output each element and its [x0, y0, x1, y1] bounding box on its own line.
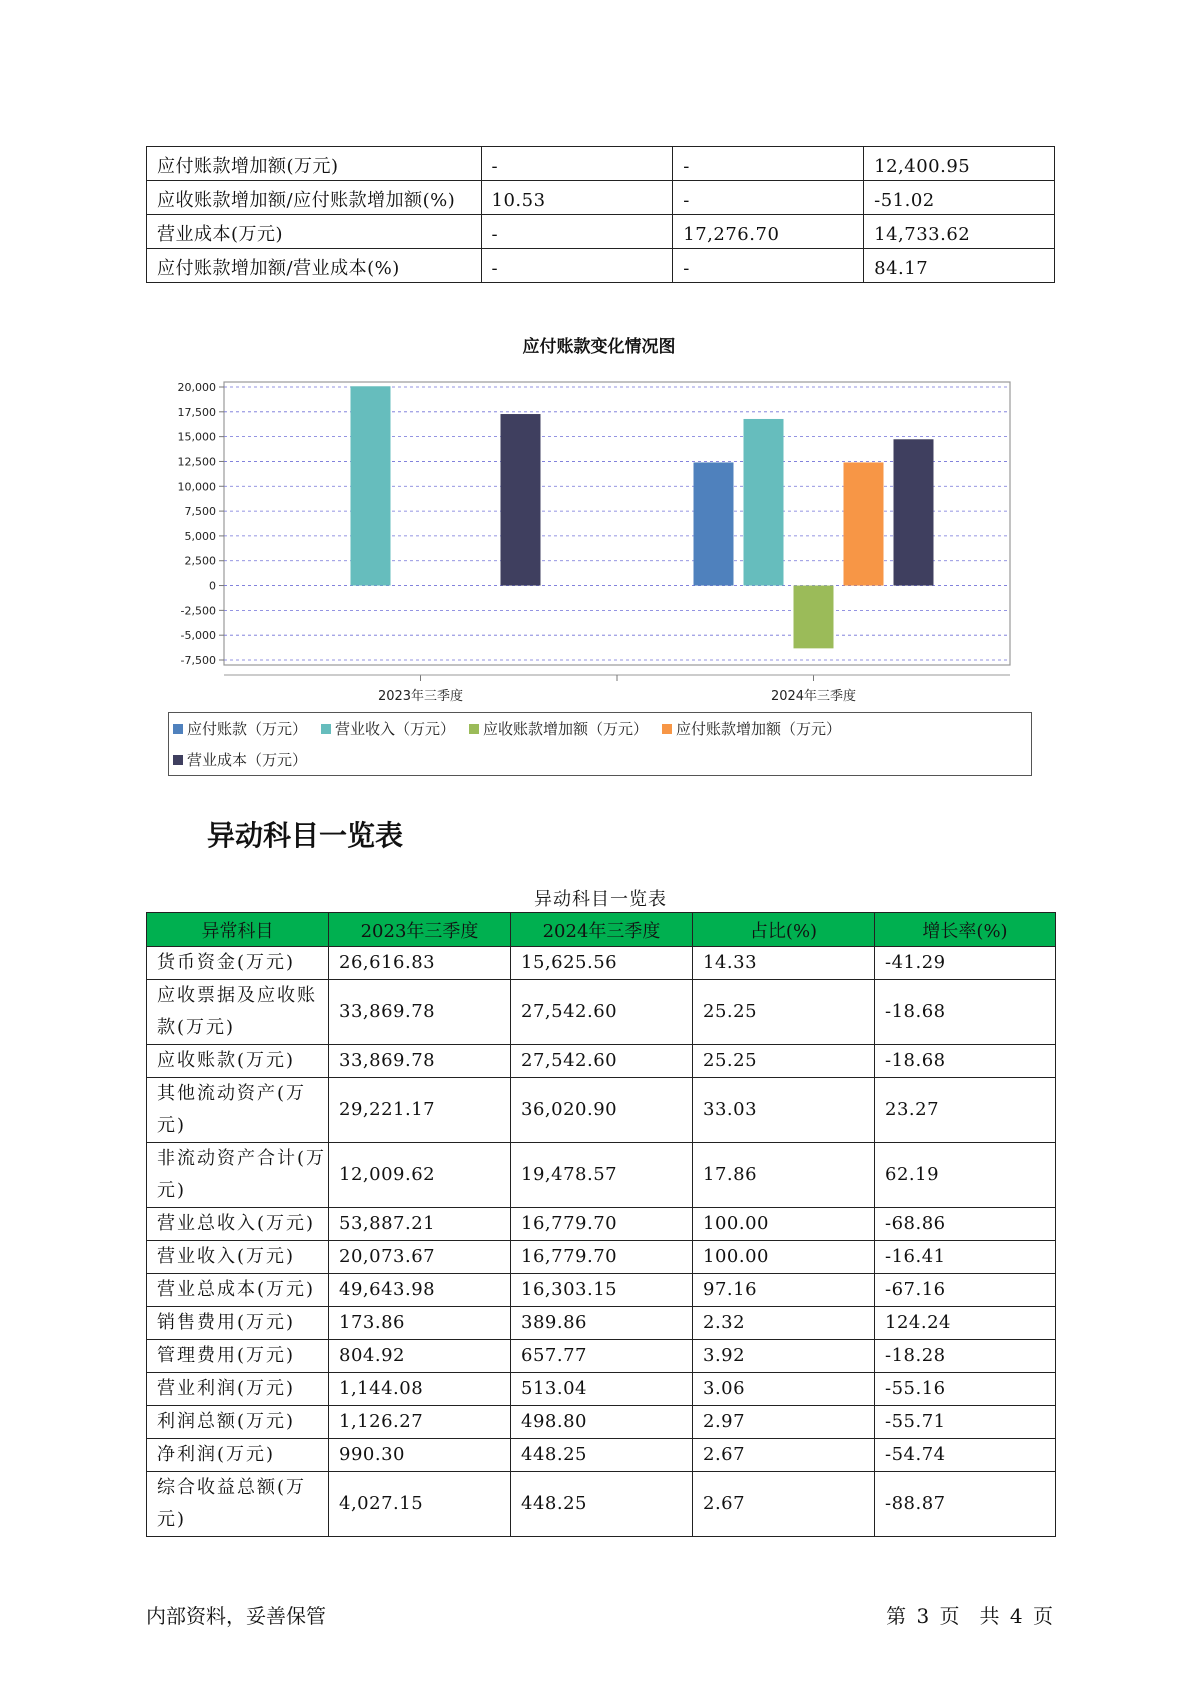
value-2024: 448.25 [511, 1439, 693, 1472]
legend-item [662, 718, 841, 739]
value-growth: -55.16 [875, 1373, 1056, 1406]
legend-label: 营业收入（万元） [335, 720, 456, 738]
legend-swatch [173, 724, 183, 734]
table-header-row [147, 913, 1056, 947]
value-2023: 1,144.08 [329, 1373, 511, 1406]
value-2024: 15,625.56 [511, 947, 693, 980]
y-tick-label: 7,500 [184, 505, 216, 519]
item-name: 营业总成本(万元) [147, 1274, 329, 1307]
table-row [147, 980, 1056, 1045]
y-tick-label: 12,500 [177, 455, 216, 469]
value-growth: 124.24 [875, 1307, 1056, 1340]
table-row [147, 1307, 1056, 1340]
header-growth: 增长率(%) [875, 913, 1056, 947]
legend-swatch [173, 755, 183, 765]
value-2023: 12,009.62 [329, 1143, 511, 1208]
chart-bar [694, 462, 734, 585]
y-tick-label: 15,000 [177, 430, 216, 444]
table-row [147, 1472, 1056, 1537]
row-value: - [673, 181, 864, 215]
row-value: 14,733.62 [864, 215, 1055, 249]
header-item: 异常科目 [147, 913, 329, 947]
value-ratio: 2.67 [693, 1439, 875, 1472]
value-2024: 27,542.60 [511, 1045, 693, 1078]
value-growth: -88.87 [875, 1472, 1056, 1537]
item-name: 管理费用(万元) [147, 1340, 329, 1373]
value-2023: 49,643.98 [329, 1274, 511, 1307]
legend-label: 营业成本（万元） [187, 751, 308, 769]
value-growth: -16.41 [875, 1241, 1056, 1274]
chart-y-axis [178, 381, 225, 667]
value-2024: 389.86 [511, 1307, 693, 1340]
table-row [147, 1373, 1056, 1406]
value-ratio: 17.86 [693, 1143, 875, 1208]
table-row [147, 1439, 1056, 1472]
row-value: - [481, 147, 673, 181]
table-row [147, 1208, 1056, 1241]
legend-item [321, 718, 455, 739]
chart-grid [224, 382, 1010, 665]
y-tick-label: 17,500 [177, 405, 216, 419]
table-row [147, 1045, 1056, 1078]
row-value: -51.02 [864, 181, 1055, 215]
abnormal-items-table [146, 912, 1056, 1537]
chart-bar [501, 414, 541, 586]
value-2024: 513.04 [511, 1373, 693, 1406]
page-mid: 页 共 [939, 1604, 1000, 1628]
value-2024: 27,542.60 [511, 980, 693, 1045]
y-tick-label: 0 [209, 579, 216, 593]
value-2024: 16,779.70 [511, 1241, 693, 1274]
value-ratio: 2.32 [693, 1307, 875, 1340]
legend-swatch [321, 724, 331, 734]
value-ratio: 2.97 [693, 1406, 875, 1439]
item-name: 应收票据及应收账款(万元) [147, 980, 329, 1045]
legend-swatch [662, 724, 672, 734]
value-growth: -68.86 [875, 1208, 1056, 1241]
row-label: 应付账款增加额/营业成本(%) [147, 249, 482, 283]
item-name: 非流动资产合计(万元) [147, 1143, 329, 1208]
abnormal-items-body [147, 947, 1056, 1537]
header-ratio: 占比(%) [693, 913, 875, 947]
top-summary-body [147, 147, 1055, 283]
value-ratio: 25.25 [693, 1045, 875, 1078]
value-2024: 19,478.57 [511, 1143, 693, 1208]
row-value: - [481, 215, 673, 249]
table-row [147, 1274, 1056, 1307]
y-tick-label: 10,000 [177, 480, 216, 494]
value-ratio: 100.00 [693, 1241, 875, 1274]
legend-item [469, 718, 648, 739]
value-2024: 16,779.70 [511, 1208, 693, 1241]
y-tick-label: -5,000 [180, 629, 216, 643]
y-tick-label: 5,000 [184, 529, 216, 543]
chart-bar [844, 462, 884, 585]
table-row [147, 1078, 1056, 1143]
table-row [147, 1406, 1056, 1439]
value-ratio: 3.06 [693, 1373, 875, 1406]
item-name: 应收账款(万元) [147, 1045, 329, 1078]
value-growth: 23.27 [875, 1078, 1056, 1143]
footer-page-number [884, 1600, 1055, 1629]
value-2023: 33,869.78 [329, 1045, 511, 1078]
item-name: 综合收益总额(万元) [147, 1472, 329, 1537]
value-ratio: 97.16 [693, 1274, 875, 1307]
legend-label: 应收账款增加额（万元） [483, 720, 649, 738]
value-2024: 498.80 [511, 1406, 693, 1439]
item-name: 其他流动资产(万元) [147, 1078, 329, 1143]
top-table-row [147, 181, 1055, 215]
value-2023: 53,887.21 [329, 1208, 511, 1241]
row-label: 应收账款增加额/应付账款增加额(%) [147, 181, 482, 215]
value-growth: 62.19 [875, 1143, 1056, 1208]
legend-swatch [469, 724, 479, 734]
value-growth: -41.29 [875, 947, 1056, 980]
value-2023: 173.86 [329, 1307, 511, 1340]
value-ratio: 14.33 [693, 947, 875, 980]
row-label: 营业成本(万元) [147, 215, 482, 249]
row-value: - [673, 249, 864, 283]
y-tick-label: 2,500 [184, 554, 216, 568]
value-2023: 990.30 [329, 1439, 511, 1472]
value-ratio: 25.25 [693, 980, 875, 1045]
legend-item [173, 718, 307, 739]
value-2024: 16,303.15 [511, 1274, 693, 1307]
value-growth: -18.28 [875, 1340, 1056, 1373]
page-current: 3 [916, 1604, 930, 1628]
value-2024: 657.77 [511, 1340, 693, 1373]
page-suffix: 页 [1033, 1604, 1053, 1628]
value-2024: 36,020.90 [511, 1078, 693, 1143]
top-table-row [147, 147, 1055, 181]
legend-row [169, 713, 1031, 744]
row-value: 10.53 [481, 181, 673, 215]
legend-label: 应付账款增加额（万元） [676, 720, 842, 738]
value-2023: 20,073.67 [329, 1241, 511, 1274]
y-tick-label: -7,500 [180, 654, 216, 667]
chart-title: 应付账款变化情况图 [522, 337, 676, 357]
value-growth: -55.71 [875, 1406, 1056, 1439]
value-ratio: 2.67 [693, 1472, 875, 1537]
payables-chart-svg [146, 330, 1035, 710]
item-name: 销售费用(万元) [147, 1307, 329, 1340]
table-caption: 异动科目一览表 [534, 889, 667, 910]
value-growth: -67.16 [875, 1274, 1056, 1307]
table-row [147, 1143, 1056, 1208]
value-2023: 1,126.27 [329, 1406, 511, 1439]
table-row [147, 1241, 1056, 1274]
x-tick-label: 2023年三季度 [377, 689, 464, 704]
plot-area [224, 382, 1010, 665]
legend-row [169, 744, 1031, 775]
chart-x-axis [224, 675, 1010, 704]
legend-label: 应付账款（万元） [187, 720, 308, 738]
chart-bar [794, 586, 834, 649]
chart-bar [744, 419, 784, 586]
value-growth: -54.74 [875, 1439, 1056, 1472]
item-name: 净利润(万元) [147, 1439, 329, 1472]
chart-bar [894, 439, 934, 585]
row-label: 应付账款增加额(万元) [147, 147, 482, 181]
header-2023: 2023年三季度 [329, 913, 511, 947]
item-name: 利润总额(万元) [147, 1406, 329, 1439]
row-value: 12,400.95 [864, 147, 1055, 181]
item-name: 货币资金(万元) [147, 947, 329, 980]
value-ratio: 3.92 [693, 1340, 875, 1373]
x-tick-label: 2024年三季度 [770, 689, 857, 704]
row-value: 84.17 [864, 249, 1055, 283]
top-table-row [147, 249, 1055, 283]
footer-confidential-note: 内部资料，妥善保管 [146, 1604, 326, 1628]
item-name: 营业利润(万元) [147, 1373, 329, 1406]
item-name: 营业收入(万元) [147, 1241, 329, 1274]
value-2023: 804.92 [329, 1340, 511, 1373]
top-table-row [147, 215, 1055, 249]
value-growth: -18.68 [875, 1045, 1056, 1078]
top-summary-table [146, 146, 1055, 283]
chart-legend [168, 712, 1032, 776]
section-title: 异动科目一览表 [207, 819, 404, 852]
chart-bar [351, 386, 391, 585]
y-tick-label: 20,000 [177, 381, 216, 394]
value-ratio: 100.00 [693, 1208, 875, 1241]
table-row [147, 1340, 1056, 1373]
header-2024: 2024年三季度 [511, 913, 693, 947]
item-name: 营业总收入(万元) [147, 1208, 329, 1241]
row-value: - [673, 147, 864, 181]
row-value: - [481, 249, 673, 283]
y-tick-label: -2,500 [180, 604, 216, 618]
page-total: 4 [1009, 1604, 1023, 1628]
value-2024: 448.25 [511, 1472, 693, 1537]
value-2023: 29,221.17 [329, 1078, 511, 1143]
legend-item [173, 749, 307, 770]
value-2023: 33,869.78 [329, 980, 511, 1045]
page-prefix: 第 [886, 1604, 907, 1628]
value-growth: -18.68 [875, 980, 1056, 1045]
value-ratio: 33.03 [693, 1078, 875, 1143]
row-value: 17,276.70 [673, 215, 864, 249]
value-2023: 26,616.83 [329, 947, 511, 980]
table-row [147, 947, 1056, 980]
value-2023: 4,027.15 [329, 1472, 511, 1537]
